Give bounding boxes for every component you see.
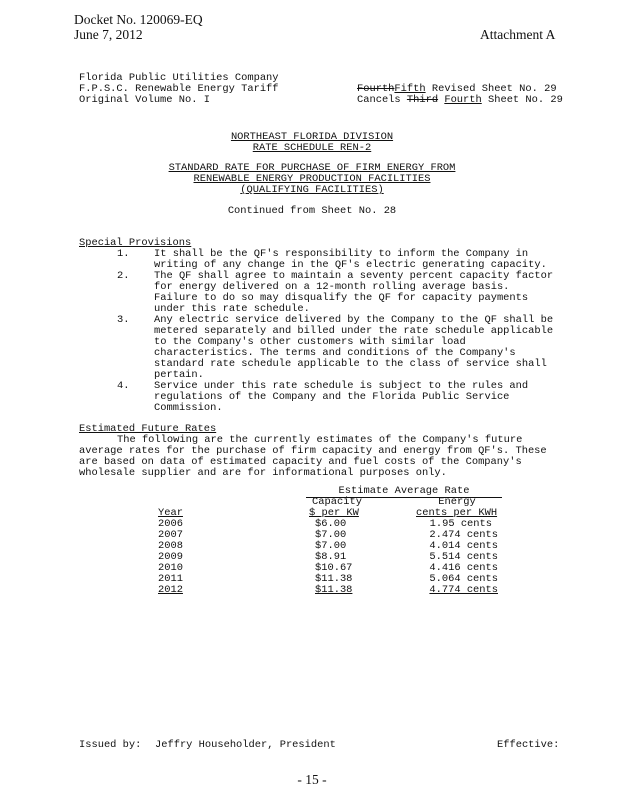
future-rates-line: are based on data of estimated capacity and fuel costs of the Company's — [79, 456, 522, 468]
provision-line: regulations of the Company and the Florida Public Service — [154, 391, 510, 403]
provision-number: 4. — [117, 380, 130, 392]
cell-energy: 5.514 cents — [429, 551, 498, 563]
provision-line: to the Company's other customers with similar load — [154, 336, 466, 348]
cell-capacity: $11.38 — [315, 573, 353, 585]
standard-title-3: (QUALIFYING FACILITIES) — [240, 184, 384, 196]
cell-capacity: $7.00 — [315, 540, 347, 552]
cell-energy: 1.95 cents — [429, 518, 492, 530]
cell-year: 2011 — [158, 573, 183, 585]
future-rates-line: The following are the currently estimates of the Company's future — [117, 434, 523, 446]
provision-line: Service under this rate schedule is subject to the rules and — [154, 380, 529, 392]
tariff-name: F.P.S.C. Renewable Energy Tariff — [79, 83, 279, 95]
standard-title-1: STANDARD RATE FOR PURCHASE OF FIRM ENERGY FROM — [168, 162, 456, 174]
cell-capacity: $10.67 — [315, 562, 353, 574]
cell-year: 2010 — [158, 562, 183, 574]
col-year-header: Year — [158, 507, 183, 519]
provision-line: Failure to do so may disqualify the QF for capacity payments — [154, 292, 529, 304]
provision-line: for energy delivered on a 12-month rolling average basis. — [154, 281, 510, 293]
cell-year: 2008 — [158, 540, 183, 552]
provision-number: 1. — [117, 248, 130, 260]
sheet-suffix: Revised Sheet No. 29 — [425, 83, 557, 95]
cell-capacity: $8.91 — [315, 551, 347, 563]
struck-cancels-old: Third — [406, 94, 439, 106]
continued-note: Continued from Sheet No. 28 — [227, 205, 397, 217]
provision-line: The QF shall agree to maintain a seventy percent capacity factor — [154, 270, 554, 282]
col-energy-header-1: Energy — [438, 496, 476, 508]
special-provisions-heading: Special Provisions — [79, 237, 192, 249]
table-group-header: Estimate Average Rate — [306, 486, 502, 498]
provision-number: 2. — [117, 270, 130, 282]
cell-energy: 4.416 cents — [429, 562, 498, 574]
provision-line: It shall be the QF's responsibility to inform the Company in — [154, 248, 529, 260]
cell-energy: 5.064 cents — [429, 573, 498, 585]
page-number: - 15 - — [297, 772, 327, 787]
future-rates-heading: Estimated Future Rates — [79, 423, 217, 435]
cell-year: 2009 — [158, 551, 183, 563]
cancels-suffix: Sheet No. 29 — [481, 94, 563, 106]
struck-sheet-old: Fourth — [357, 83, 395, 95]
cell-year: 2012 — [158, 584, 183, 596]
cell-capacity: $11.38 — [315, 584, 353, 596]
document-date: June 7, 2012 — [74, 27, 143, 42]
docket-number: Docket No. 120069-EQ — [74, 12, 203, 27]
col-capacity-header-2: $ per KW — [309, 507, 359, 519]
standard-title-2: RENEWABLE ENERGY PRODUCTION FACILITIES — [193, 173, 431, 185]
provision-number: 3. — [117, 314, 130, 326]
cell-capacity: $7.00 — [315, 529, 347, 541]
cell-year: 2007 — [158, 529, 183, 541]
provision-line: metered separately and billed under the rate schedule applicable — [154, 325, 554, 337]
provision-line: pertain. — [154, 369, 204, 381]
sheet-new: Fifth — [394, 83, 426, 95]
division-title: NORTHEAST FLORIDA DIVISION — [230, 131, 394, 143]
provision-line: under this rate schedule. — [154, 303, 310, 315]
schedule-title: RATE SCHEDULE REN-2 — [252, 142, 372, 154]
company-name: Florida Public Utilities Company — [79, 72, 279, 84]
future-rates-line: wholesale supplier and are for informational purposes only. — [79, 467, 447, 479]
cancels-prefix: Cancels — [357, 94, 407, 106]
cell-capacity: $6.00 — [315, 518, 347, 530]
issued-by-name: Jeffry Householder, President — [155, 739, 336, 751]
provision-line: Any electric service delivered by the Company to the QF shall be — [154, 314, 554, 326]
effective-label: Effective: — [497, 739, 560, 751]
cell-energy: 4.014 cents — [429, 540, 498, 552]
cancels-sheet — [357, 95, 563, 106]
cell-year: 2006 — [158, 518, 183, 530]
provision-line: Commission. — [154, 402, 223, 414]
cancels-new: Fourth — [444, 94, 482, 106]
col-capacity-header-1: Capacity — [312, 496, 362, 508]
col-energy-header-2: cents per KWH — [416, 507, 498, 519]
cell-energy: 4.774 cents — [429, 584, 498, 596]
future-rates-line: average rates for the purchase of firm capacity and energy from QF's. These — [79, 445, 547, 457]
volume-number: Original Volume No. I — [79, 94, 210, 106]
provision-line: standard rate schedule applicable to the class of service shall — [154, 358, 547, 370]
provision-line: characteristics. The terms and conditions of the Company's — [154, 347, 516, 359]
issued-by-label: Issued by: — [79, 739, 142, 751]
attachment-label: Attachment A — [480, 27, 556, 42]
cell-energy: 2.474 cents — [429, 529, 498, 541]
provision-line: writing of any change in the QF's electric generating capacity. — [154, 259, 547, 271]
